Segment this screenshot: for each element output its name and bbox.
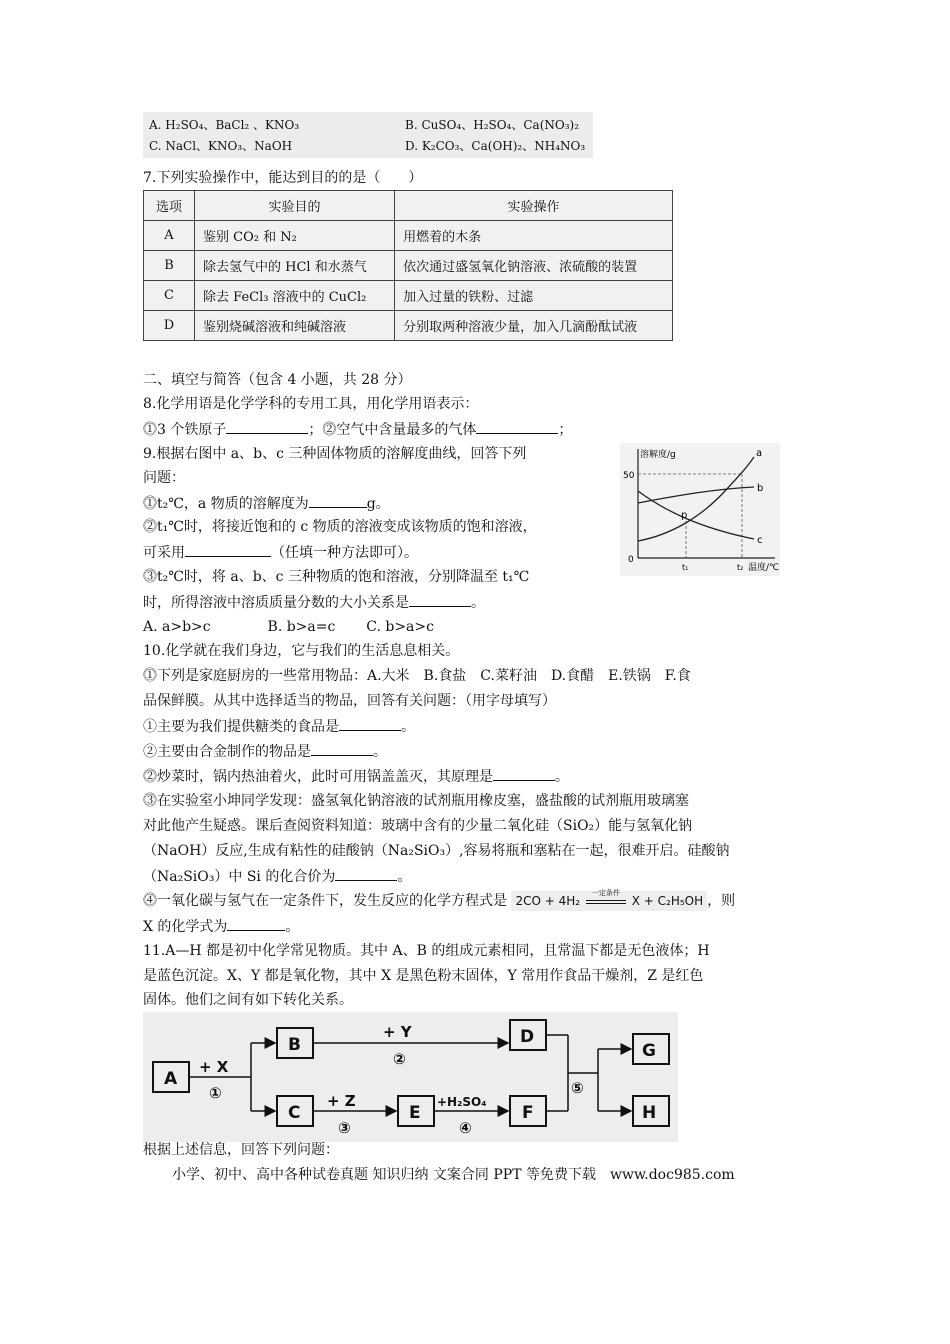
q10-part4-end: 。: [285, 919, 300, 935]
table-row: [144, 221, 673, 251]
label-step-3: ③: [338, 1119, 351, 1137]
answer-blank[interactable]: [185, 542, 271, 557]
chart-t1: t₁: [682, 563, 689, 572]
q10-part4-line1: [143, 891, 735, 911]
q8-end: ；: [558, 422, 573, 438]
table-row: [144, 311, 673, 341]
table-row: [144, 281, 673, 311]
table-cell: B: [144, 251, 195, 281]
label-plus-y: + Y: [383, 1023, 412, 1041]
q9-part3-line2: [143, 592, 485, 613]
q10-sub1-end: 。: [401, 719, 415, 735]
table-cell: C: [144, 281, 195, 311]
q10-sub1-text: ①主要为我们提供糖类的食品是: [143, 719, 339, 735]
q11-line1: 11.A—H 都是初中化学常见物质。其中 A、B 的组成元素相同，且常温下都是无色液体；H: [143, 943, 710, 959]
chart-xlabel: 温度/℃: [748, 563, 780, 573]
table-cell: A: [144, 221, 195, 251]
q10-sub2: [143, 741, 387, 762]
q9-option-c: C. b>a>c: [366, 619, 434, 635]
q11-followup: 根据上述信息，回答下列问题：: [143, 1142, 339, 1158]
table-row: [144, 251, 673, 281]
table-cell: 用燃着的木条: [395, 221, 673, 251]
node-a: A: [164, 1069, 178, 1089]
table-cell: 鉴别 CO₂ 和 N₂: [195, 221, 395, 251]
q7-stem: 7.下列实验操作中，能达到目的的是（ ）: [143, 170, 423, 186]
q10-part4-line2: [143, 916, 299, 937]
q10-part4-then: ，则: [707, 893, 736, 909]
section-heading: 二、填空与简答（包含 4 小题，共 28 分）: [143, 372, 412, 388]
q7-table: [143, 190, 673, 341]
q10-sub1: [143, 716, 415, 737]
chart-ylabel: 溶解度/g: [640, 450, 676, 460]
label-step-1: ①: [209, 1084, 222, 1102]
q10-sub2-end: 。: [373, 744, 387, 760]
flow-svg: [143, 1012, 678, 1142]
q9-part2-text: 可采用: [143, 545, 185, 561]
q10-part3-line2: 对此他产生疑惑。课后查阅资料知道：玻璃中含有的少量二氧化硅（SiO₂）能与氢氧化钠: [143, 818, 693, 834]
chart-t2: t₂: [737, 563, 744, 572]
table-header: 实验操作: [395, 191, 673, 221]
answer-blank[interactable]: [227, 916, 285, 931]
label-plus-h2so4: +H₂SO₄: [437, 1095, 487, 1109]
q8-part2: ；⓶空气中含量最多的气体: [308, 422, 477, 438]
answer-blank[interactable]: [493, 766, 555, 781]
table-header: 选项: [144, 191, 195, 221]
q9-part2-note: （任填一种方法即可）。: [271, 545, 418, 561]
q10-part3-line4: [143, 866, 411, 887]
table-cell: D: [144, 311, 195, 341]
q10-part3-text: （Na₂SiO₃）中 Si 的化合价为: [143, 869, 336, 885]
table-cell: 除去氢气中的 HCl 和水蒸气: [195, 251, 395, 281]
q6-option-c: C. NaCl、KNO₃、NaOH: [149, 139, 293, 153]
q6-option-d: D. K₂CO₃、Ca(OH)₂、NH₄NO₃: [405, 139, 586, 153]
curve-b: [638, 487, 754, 503]
q10-stem: 10.化学就在我们身边，它与我们的生活息息相关。: [143, 643, 460, 659]
label-step-5: ⑤: [571, 1079, 584, 1097]
curve-c: [638, 491, 754, 539]
q11-line3: 固体。他们之间有如下转化关系。: [143, 992, 353, 1008]
q6-option-b: B. CuSO₄、H₂SO₄、Ca(NO₃)₂: [405, 118, 580, 132]
curve-a: [638, 457, 754, 541]
node-e: E: [409, 1103, 421, 1123]
label-plus-x: + X: [199, 1058, 229, 1076]
q10-part3-line1: ⓷在实验室小坤同学发现：盛氢氧化钠溶液的试剂瓶用橡皮塞，盛盐酸的试剂瓶用玻璃塞: [143, 793, 689, 809]
q10-part2: [143, 766, 569, 787]
q10-part4-ask: X 的化学式为: [143, 919, 228, 935]
curve-c-label: c: [757, 535, 763, 546]
equation-right: X + C₂H₅OH: [631, 894, 704, 908]
solubility-curve-svg: [620, 443, 780, 576]
q10-part2-end: 。: [555, 769, 569, 785]
page-footer: 小学、初中、高中各种试卷真题 知识归纳 文案合同 PPT 等免费下载 www.doc985.com: [172, 1167, 735, 1183]
table-cell: 除去 FeCl₃ 溶液中的 CuCl₂: [195, 281, 395, 311]
q8-part1: ⓵3 个铁原子: [143, 422, 227, 438]
answer-blank[interactable]: [309, 493, 367, 508]
q9-part3-text: 时，所得溶液中溶质质量分数的大小关系是: [143, 595, 409, 611]
node-b: B: [288, 1035, 301, 1055]
q9-stem-line2: 问题：: [143, 470, 185, 486]
q9-part2-line1: ⓶t₁℃时，将接近饱和的 c 物质的溶液变成该物质的饱和溶液，: [143, 519, 537, 535]
answer-blank[interactable]: [311, 741, 373, 756]
q9-stem-line1: 9.根据右图中 a、b、c 三种固体物质的溶解度曲线，回答下列: [143, 446, 527, 462]
answer-blank[interactable]: [476, 419, 558, 434]
table-cell: 分别取两种溶液少量，加入几滴酚酞试液: [395, 311, 673, 341]
table-cell: 加入过量的铁粉、过滤: [395, 281, 673, 311]
curve-a-label: a: [756, 448, 763, 459]
label-step-4: ④: [459, 1119, 472, 1137]
q10-part2-text: ⓶炒菜时，锅内热油着火，此时可用锅盖盖灭，其原理是: [143, 769, 493, 785]
node-f: F: [522, 1103, 534, 1123]
table-header: 实验目的: [195, 191, 395, 221]
solubility-curve-figure: [620, 443, 780, 576]
q9-part2-line2: [143, 542, 418, 563]
chart-origin: 0: [628, 555, 634, 565]
q10-part4-text: ⓸一氧化碳与氢气在一定条件下，发生反应的化学方程式是: [143, 893, 507, 909]
answer-blank[interactable]: [409, 592, 471, 607]
q8-stem: 8.化学用语是化学学科的专用工具，用化学用语表示：: [143, 396, 479, 412]
q9-part1: [143, 493, 390, 514]
conversion-flow-diagram: [143, 1012, 678, 1142]
q10-part1-line1: ⓵下列是家庭厨房的一些常用物品：A.大米 B.食盐 C.菜籽油 D.食醋 E.铁锅 F.食: [143, 668, 691, 684]
answer-blank[interactable]: [226, 419, 308, 434]
q6-options-image: [143, 112, 593, 158]
curve-b-label: b: [757, 483, 764, 494]
answer-blank[interactable]: [335, 866, 397, 881]
q9-part1-unit: g。: [366, 496, 390, 512]
node-c: C: [288, 1103, 301, 1123]
q9-option-a: A. a>b>c: [143, 619, 211, 635]
q10-part3-line3: （NaOH）反应,生成有粘性的硅酸钠（Na₂SiO₃）,容易将瓶和塞粘在一起，很难开启。硅酸钠: [143, 843, 730, 859]
point-p-label: p: [681, 510, 688, 521]
label-plus-z: + Z: [327, 1092, 356, 1110]
node-h: H: [642, 1103, 657, 1123]
equation-image: [511, 891, 707, 911]
table-header-row: [144, 191, 673, 221]
q6-option-a: A. H₂SO₄、BaCl₂ 、KNO₃: [149, 118, 300, 132]
label-step-2: ②: [393, 1050, 406, 1068]
q9-option-b: B. b>a=c: [267, 619, 336, 635]
q9-part3-end: 。: [471, 595, 485, 611]
q10-part1-line2: 品保鲜膜。从其中选择适当的物品，回答有关问题：（用字母填写）: [143, 693, 556, 709]
q10-part3-end: 。: [397, 869, 412, 885]
equation-condition: 一定条件: [591, 889, 620, 897]
table-cell: 依次通过盛氢氧化钠溶液、浓硫酸的装置: [395, 251, 673, 281]
q9-options: [143, 617, 434, 637]
equation-left: 2CO + 4H₂: [515, 894, 581, 908]
q9-part3-line1: ⓷t₂℃时，将 a、b、c 三种物质的饱和溶液，分别降温至 t₁℃: [143, 569, 530, 585]
answer-blank[interactable]: [339, 716, 401, 731]
node-d: D: [520, 1027, 535, 1047]
node-g: G: [642, 1041, 656, 1061]
table-cell: 鉴别烧碱溶液和纯碱溶液: [195, 311, 395, 341]
chart-y50: 50: [623, 471, 635, 481]
q8-parts: [143, 419, 572, 440]
q11-line2: 是蓝色沉淀。X、Y 都是氧化物，其中 X 是黑色粉末固体，Y 常用作食品干燥剂，Z 是红色: [143, 968, 704, 984]
q9-part1-text: ⓵t₂℃，a 物质的溶解度为: [143, 496, 309, 512]
q10-sub2-text: ②主要由合金制作的物品是: [143, 744, 311, 760]
